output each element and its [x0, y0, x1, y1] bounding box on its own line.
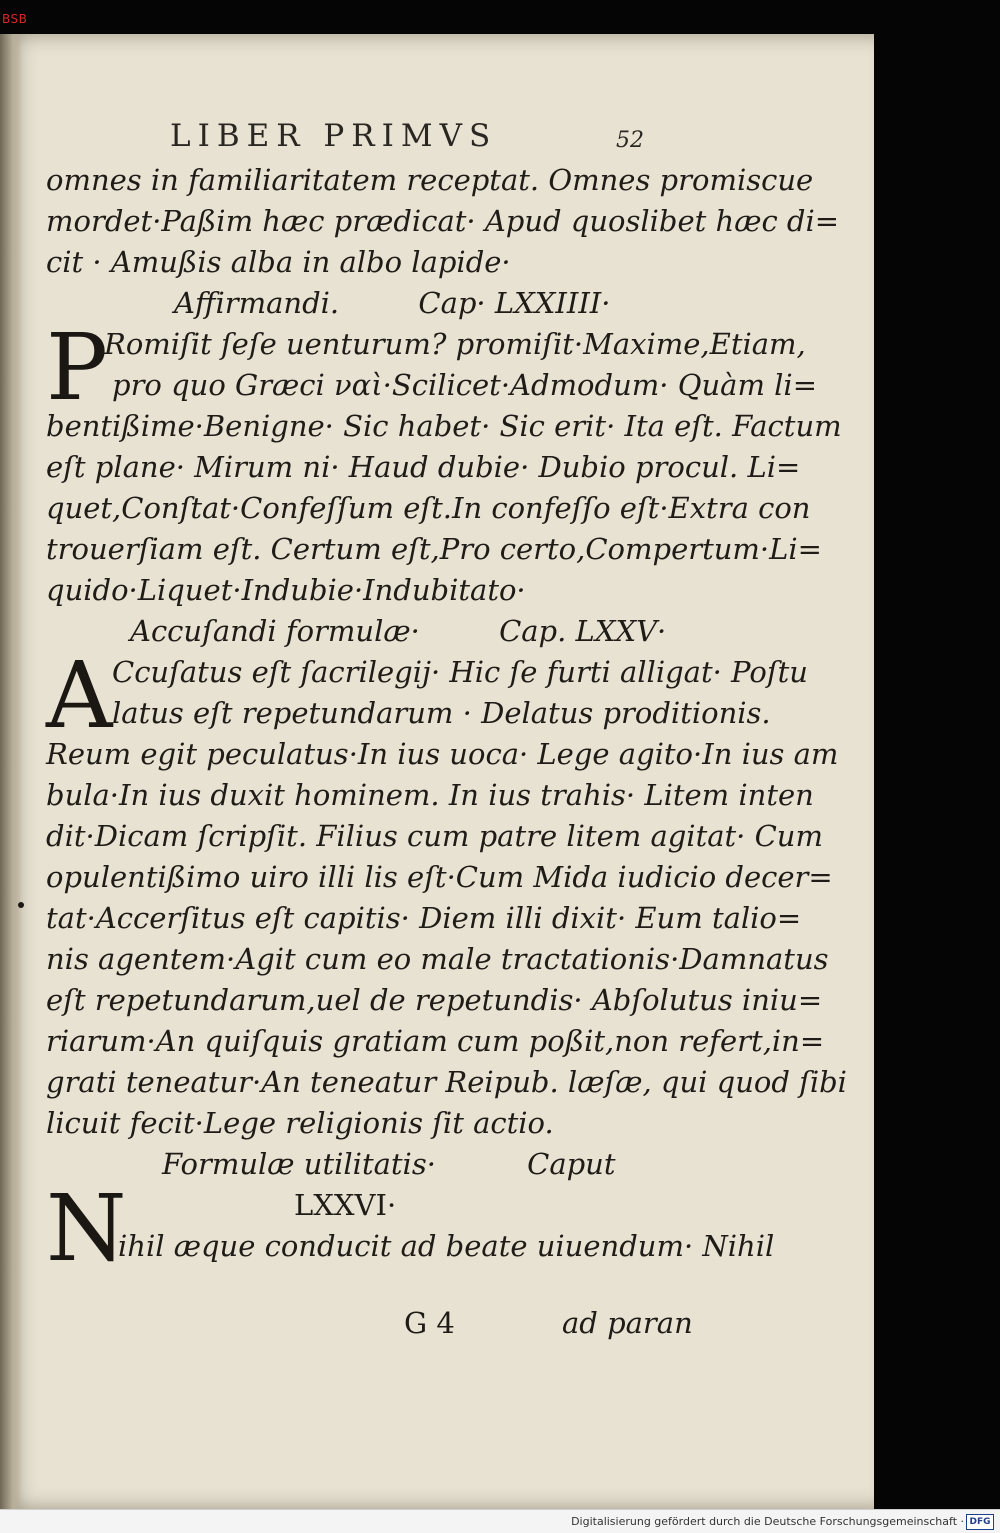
funding-footer [0, 1509, 1000, 1533]
text-line: dit·Dicam ſcripſit. Filius cum patre litem agitat· Cum [46, 819, 823, 853]
signature-mark: G 4 [404, 1306, 455, 1340]
paragraph [46, 642, 847, 1144]
running-head: LIBER PRIMVS [170, 118, 498, 154]
page-number: 52 [616, 128, 644, 153]
text-line: quet,Conſtat·Confeſſum eſt.In confeſſo eſt·Extra con [46, 491, 811, 525]
chapter-title: Formulæ utilitatis· [162, 1147, 436, 1181]
chapter-number: Caput [527, 1147, 616, 1181]
chapter-title: Accuſandi formulæ· [130, 614, 420, 648]
bsb-watermark: BSB [2, 12, 28, 26]
chapter-number: Cap· LXXIIII· [418, 286, 611, 320]
text-line: tat·Accerſitus eſt capitis· Diem illi dixit· Eum talio= [46, 901, 802, 935]
text-line: latus eſt repetundarum · Delatus proditionis. [112, 696, 771, 730]
page-footer-line [46, 1306, 694, 1347]
margin-mark [18, 902, 24, 908]
drop-cap: A [46, 642, 113, 749]
text-line: Romiſit ſeſe uenturum? promiſit·Maxime,Etiam, [104, 327, 806, 361]
text-line: bula·In ius duxit hominem. In ius trahis· Litem inten [46, 778, 814, 812]
text-line: trouerſiam eſt. Certum eſt,Pro certo,Compertum·Li= [46, 532, 822, 566]
chapter-number: Cap. LXXV· [499, 614, 667, 648]
text-line: ihil æque conducit ad beate uiuendum· Nihil [118, 1229, 775, 1263]
chapter-number-continued: LXXVI· [294, 1188, 397, 1222]
chapter-heading [46, 1144, 694, 1185]
chapter-heading [46, 611, 694, 652]
text-line: opulentißimo uiro illi lis eſt·Cum Mida iudicio decer= [46, 860, 833, 894]
catchword: ad paran [562, 1306, 693, 1340]
text-line: riarum·An quiſquis gratiam cum poßit,non refert,in= [46, 1024, 825, 1058]
text-line: mordet·Paßim hæc prædicat· Apud quoslibet hæc di= [46, 204, 840, 238]
text-line: bentißime·Benigne· Sic habet· Sic erit· Ita eſt. Factum [46, 409, 842, 443]
dfg-logo: DFG [966, 1514, 994, 1530]
chapter-title: Affirmandi. [174, 286, 340, 320]
text-line: licuit fecit·Lege religionis ſit actio. [46, 1106, 554, 1140]
text-line: pro quo Græci ναὶ·Scilicet·Admodum· Quàm li= [112, 368, 818, 402]
text-line: Ccuſatus eſt ſacrilegij· Hic ſe furti alligat· Poſtu [112, 655, 808, 689]
paragraph [46, 314, 842, 611]
funding-note: Digitalisierung gefördert durch die Deutsche Forschungsgemeinschaft · [571, 1515, 964, 1528]
text-line: quido·Liquet·Indubie·Indubitato· [46, 573, 526, 607]
page-gutter-shadow [0, 34, 22, 1509]
drop-cap: P [46, 314, 108, 421]
text-line: eſt repetundarum,uel de repetundis· Abſolutus iniu= [46, 983, 823, 1017]
chapter-heading [46, 283, 694, 324]
paragraph [46, 1175, 775, 1282]
text-line: nis agentem·Agit cum eo male tractationis·Damnatus [46, 942, 829, 976]
book-page [0, 34, 874, 1509]
page-text-block [46, 160, 847, 1282]
drop-cap: N [46, 1175, 127, 1282]
text-line: omnes in familiaritatem receptat. Omnes promiscue [46, 163, 814, 197]
text-line: cit · Amußis alba in albo lapide· [46, 245, 511, 279]
text-line: Reum egit peculatus·In ius uoca· Lege agito·In ius am [46, 737, 839, 771]
text-line: grati teneatur·An teneatur Reipub. læſæ, qui quod ſibi [46, 1065, 847, 1099]
text-line: eſt plane· Mirum ni· Haud dubie· Dubio procul. Li= [46, 450, 801, 484]
